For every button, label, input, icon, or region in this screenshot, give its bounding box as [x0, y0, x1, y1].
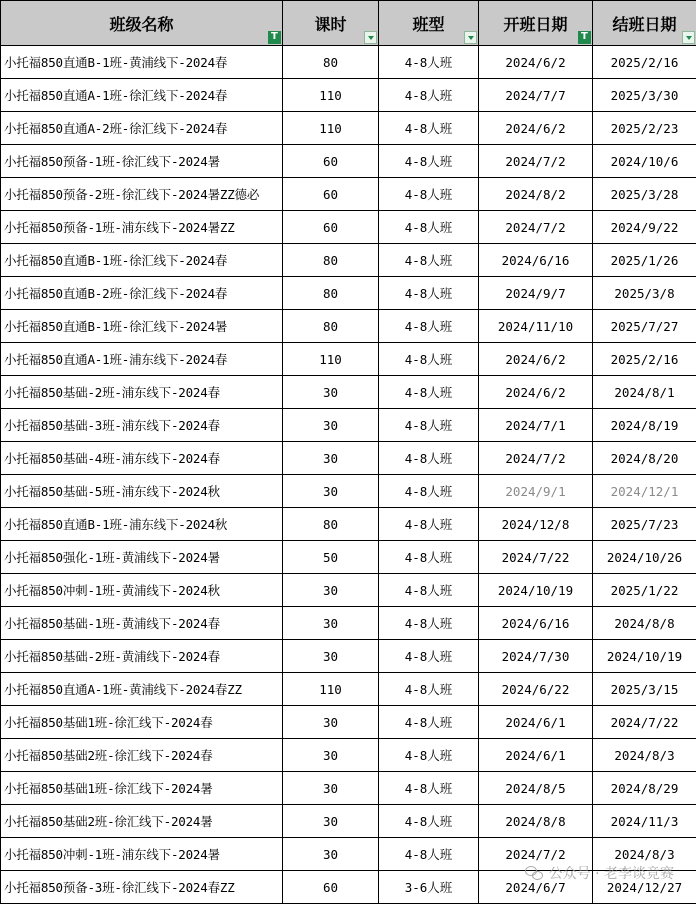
cell-class-name[interactable]: 小托福850基础1班-徐汇线下-2024暑 [1, 772, 283, 805]
cell-start-date[interactable]: 2024/6/2 [479, 46, 593, 79]
cell-class-name[interactable]: 小托福850基础-2班-黄浦线下-2024春 [1, 640, 283, 673]
cell-hours[interactable]: 110 [283, 343, 379, 376]
cell-class-name[interactable]: 小托福850预备-1班-徐汇线下-2024暑 [1, 145, 283, 178]
cell-start-date[interactable]: 2024/7/1 [479, 409, 593, 442]
cell-class-type[interactable]: 4-8人班 [379, 838, 479, 871]
cell-hours[interactable]: 50 [283, 541, 379, 574]
cell-end-date[interactable]: 2025/3/30 [593, 79, 696, 112]
cell-class-type[interactable]: 4-8人班 [379, 541, 479, 574]
cell-hours[interactable]: 60 [283, 178, 379, 211]
cell-start-date[interactable]: 2024/7/2 [479, 442, 593, 475]
table-row[interactable] [1, 706, 696, 739]
cell-end-date[interactable]: 2025/3/15 [593, 673, 696, 706]
cell-end-date[interactable]: 2024/10/6 [593, 145, 696, 178]
cell-class-type[interactable]: 3-6人班 [379, 871, 479, 904]
cell-class-type[interactable]: 4-8人班 [379, 178, 479, 211]
cell-hours[interactable]: 30 [283, 706, 379, 739]
cell-end-date[interactable]: 2024/8/3 [593, 838, 696, 871]
cell-class-name[interactable]: 小托福850基础-2班-浦东线下-2024春 [1, 376, 283, 409]
cell-hours[interactable]: 80 [283, 277, 379, 310]
cell-class-name[interactable]: 小托福850冲刺-1班-浦东线下-2024暑 [1, 838, 283, 871]
cell-class-name[interactable]: 小托福850基础1班-徐汇线下-2024春 [1, 706, 283, 739]
table-row[interactable] [1, 46, 696, 79]
cell-class-type[interactable]: 4-8人班 [379, 79, 479, 112]
cell-start-date[interactable]: 2024/10/19 [479, 574, 593, 607]
cell-class-type[interactable]: 4-8人班 [379, 475, 479, 508]
header-hours[interactable]: 课时 [283, 1, 379, 46]
cell-hours[interactable]: 110 [283, 79, 379, 112]
cell-hours[interactable]: 80 [283, 244, 379, 277]
filter-dropdown-icon[interactable] [682, 31, 695, 44]
cell-class-type[interactable]: 4-8人班 [379, 574, 479, 607]
cell-start-date[interactable]: 2024/8/5 [479, 772, 593, 805]
cell-class-type[interactable]: 4-8人班 [379, 112, 479, 145]
cell-start-date[interactable]: 2024/6/1 [479, 739, 593, 772]
cell-class-name[interactable]: 小托福850基础-5班-浦东线下-2024秋 [1, 475, 283, 508]
table-row[interactable] [1, 574, 696, 607]
cell-hours[interactable]: 110 [283, 673, 379, 706]
cell-start-date[interactable]: 2024/9/7 [479, 277, 593, 310]
watermark: 公众号 · 老李谈竞赛 [525, 863, 674, 883]
table-row[interactable] [1, 409, 696, 442]
cell-class-type[interactable]: 4-8人班 [379, 310, 479, 343]
cell-end-date[interactable]: 2025/7/23 [593, 508, 696, 541]
cell-class-type[interactable]: 4-8人班 [379, 706, 479, 739]
cell-start-date[interactable]: 2024/6/2 [479, 112, 593, 145]
cell-class-name[interactable]: 小托福850冲刺-1班-黄浦线下-2024秋 [1, 574, 283, 607]
header-end-date[interactable]: 结班日期 [593, 1, 696, 46]
table-row[interactable] [1, 310, 696, 343]
cell-hours[interactable]: 30 [283, 640, 379, 673]
filter-dropdown-icon[interactable] [464, 31, 477, 44]
table-row[interactable] [1, 277, 696, 310]
cell-end-date[interactable]: 2024/12/27 [593, 871, 696, 904]
filter-active-icon[interactable] [268, 31, 281, 44]
cell-end-date[interactable]: 2025/1/26 [593, 244, 696, 277]
cell-hours[interactable]: 60 [283, 871, 379, 904]
table-row[interactable] [1, 112, 696, 145]
cell-hours[interactable]: 80 [283, 310, 379, 343]
cell-class-type[interactable]: 4-8人班 [379, 211, 479, 244]
table-row[interactable] [1, 244, 696, 277]
cell-end-date[interactable]: 2024/7/22 [593, 706, 696, 739]
wechat-icon [525, 866, 543, 880]
cell-start-date[interactable]: 2024/6/2 [479, 343, 593, 376]
table-row[interactable] [1, 541, 696, 574]
cell-start-date[interactable]: 2024/6/16 [479, 244, 593, 277]
cell-class-type[interactable]: 4-8人班 [379, 145, 479, 178]
cell-hours[interactable]: 30 [283, 805, 379, 838]
cell-class-type[interactable]: 4-8人班 [379, 277, 479, 310]
cell-end-date[interactable]: 2025/7/27 [593, 310, 696, 343]
cell-end-date[interactable]: 2024/8/1 [593, 376, 696, 409]
table-row[interactable] [1, 640, 696, 673]
table-row[interactable] [1, 376, 696, 409]
table-row[interactable] [1, 442, 696, 475]
cell-end-date[interactable]: 2025/2/23 [593, 112, 696, 145]
cell-end-date[interactable]: 2025/2/16 [593, 343, 696, 376]
cell-end-date[interactable]: 2025/3/28 [593, 178, 696, 211]
cell-end-date[interactable]: 2024/8/19 [593, 409, 696, 442]
table-row[interactable] [1, 79, 696, 112]
cell-class-name[interactable]: 小托福850强化-1班-黄浦线下-2024暑 [1, 541, 283, 574]
cell-class-type[interactable]: 4-8人班 [379, 376, 479, 409]
table-row[interactable] [1, 772, 696, 805]
cell-end-date[interactable]: 2024/8/8 [593, 607, 696, 640]
filter-dropdown-icon[interactable] [364, 31, 377, 44]
cell-start-date[interactable]: 2024/6/2 [479, 376, 593, 409]
cell-class-name[interactable]: 小托福850直通A-2班-徐汇线下-2024春 [1, 112, 283, 145]
table-row[interactable] [1, 475, 696, 508]
cell-start-date[interactable]: 2024/6/16 [479, 607, 593, 640]
cell-start-date[interactable]: 2024/6/1 [479, 706, 593, 739]
cell-hours[interactable]: 30 [283, 442, 379, 475]
cell-class-name[interactable]: 小托福850基础-4班-浦东线下-2024春 [1, 442, 283, 475]
cell-class-type[interactable]: 4-8人班 [379, 508, 479, 541]
cell-end-date[interactable]: 2024/8/3 [593, 739, 696, 772]
cell-hours[interactable]: 30 [283, 607, 379, 640]
cell-hours[interactable]: 30 [283, 409, 379, 442]
cell-start-date[interactable]: 2024/7/2 [479, 145, 593, 178]
table-row[interactable] [1, 343, 696, 376]
cell-end-date[interactable]: 2024/10/19 [593, 640, 696, 673]
cell-class-type[interactable]: 4-8人班 [379, 442, 479, 475]
header-start-date[interactable]: 开班日期 T [479, 1, 593, 46]
cell-class-name[interactable]: 小托福850直通A-1班-徐汇线下-2024春 [1, 79, 283, 112]
cell-class-name[interactable]: 小托福850预备-1班-浦东线下-2024暑ZZ [1, 211, 283, 244]
cell-class-type[interactable]: 4-8人班 [379, 739, 479, 772]
cell-class-type[interactable]: 4-8人班 [379, 640, 479, 673]
cell-class-type[interactable]: 4-8人班 [379, 805, 479, 838]
cell-class-name[interactable]: 小托福850基础2班-徐汇线下-2024暑 [1, 805, 283, 838]
header-class-name[interactable]: 班级名称 T [1, 1, 283, 46]
cell-hours[interactable]: 60 [283, 211, 379, 244]
header-row [1, 1, 696, 46]
cell-start-date[interactable]: 2024/7/2 [479, 838, 593, 871]
cell-start-date[interactable]: 2024/7/30 [479, 640, 593, 673]
table-row[interactable] [1, 145, 696, 178]
cell-class-name[interactable]: 小托福850基础-3班-浦东线下-2024春 [1, 409, 283, 442]
cell-start-date[interactable]: 2024/7/2 [479, 211, 593, 244]
cell-hours[interactable]: 30 [283, 739, 379, 772]
cell-class-type[interactable]: 4-8人班 [379, 409, 479, 442]
table-row[interactable] [1, 739, 696, 772]
cell-end-date[interactable]: 2024/12/1 [593, 475, 696, 508]
cell-hours[interactable]: 30 [283, 376, 379, 409]
cell-end-date[interactable]: 2024/11/3 [593, 805, 696, 838]
cell-class-type[interactable]: 4-8人班 [379, 607, 479, 640]
cell-hours[interactable]: 60 [283, 145, 379, 178]
cell-hours[interactable]: 80 [283, 508, 379, 541]
cell-start-date[interactable]: 2024/11/10 [479, 310, 593, 343]
cell-end-date[interactable]: 2025/1/22 [593, 574, 696, 607]
cell-start-date[interactable]: 2024/6/7 [479, 871, 593, 904]
cell-class-type[interactable]: 4-8人班 [379, 673, 479, 706]
cell-hours[interactable]: 110 [283, 112, 379, 145]
cell-end-date[interactable]: 2025/3/8 [593, 277, 696, 310]
cell-end-date[interactable]: 2025/2/16 [593, 46, 696, 79]
cell-class-type[interactable]: 4-8人班 [379, 343, 479, 376]
cell-class-type[interactable]: 4-8人班 [379, 772, 479, 805]
cell-end-date[interactable]: 2024/9/22 [593, 211, 696, 244]
cell-class-name[interactable]: 小托福850直通A-1班-黄浦线下-2024春ZZ [1, 673, 283, 706]
cell-class-name[interactable]: 小托福850直通B-1班-徐汇线下-2024春 [1, 244, 283, 277]
cell-end-date[interactable]: 2024/10/26 [593, 541, 696, 574]
table-row[interactable] [1, 607, 696, 640]
cell-end-date[interactable]: 2024/8/20 [593, 442, 696, 475]
cell-class-name[interactable]: 小托福850基础-1班-黄浦线下-2024春 [1, 607, 283, 640]
cell-class-name[interactable]: 小托福850基础2班-徐汇线下-2024春 [1, 739, 283, 772]
header-class-type[interactable]: 班型 [379, 1, 479, 46]
cell-class-name[interactable]: 小托福850预备-2班-徐汇线下-2024暑ZZ德必 [1, 178, 283, 211]
cell-class-name[interactable]: 小托福850直通B-1班-浦东线下-2024秋 [1, 508, 283, 541]
cell-hours[interactable]: 80 [283, 46, 379, 79]
cell-class-type[interactable]: 4-8人班 [379, 244, 479, 277]
cell-hours[interactable]: 30 [283, 838, 379, 871]
cell-start-date[interactable]: 2024/7/22 [479, 541, 593, 574]
cell-class-name[interactable]: 小托福850直通B-1班-黄浦线下-2024春 [1, 46, 283, 79]
table-row[interactable] [1, 178, 696, 211]
cell-start-date[interactable]: 2024/12/8 [479, 508, 593, 541]
cell-start-date[interactable]: 2024/6/22 [479, 673, 593, 706]
cell-hours[interactable]: 30 [283, 475, 379, 508]
cell-end-date[interactable]: 2024/8/29 [593, 772, 696, 805]
cell-hours[interactable]: 30 [283, 574, 379, 607]
cell-start-date[interactable]: 2024/8/8 [479, 805, 593, 838]
cell-class-name[interactable]: 小托福850直通B-1班-徐汇线下-2024暑 [1, 310, 283, 343]
table-row[interactable] [1, 805, 696, 838]
cell-start-date[interactable]: 2024/9/1 [479, 475, 593, 508]
cell-hours[interactable]: 30 [283, 772, 379, 805]
cell-start-date[interactable]: 2024/7/7 [479, 79, 593, 112]
cell-class-name[interactable]: 小托福850直通B-2班-徐汇线下-2024春 [1, 277, 283, 310]
table-row[interactable] [1, 211, 696, 244]
table-row[interactable] [1, 673, 696, 706]
cell-class-name[interactable]: 小托福850直通A-1班-浦东线下-2024春 [1, 343, 283, 376]
filter-active-icon[interactable] [578, 31, 591, 44]
cell-class-name[interactable]: 小托福850预备-3班-徐汇线下-2024春ZZ [1, 871, 283, 904]
cell-class-type[interactable]: 4-8人班 [379, 46, 479, 79]
cell-start-date[interactable]: 2024/8/2 [479, 178, 593, 211]
table-row[interactable] [1, 508, 696, 541]
